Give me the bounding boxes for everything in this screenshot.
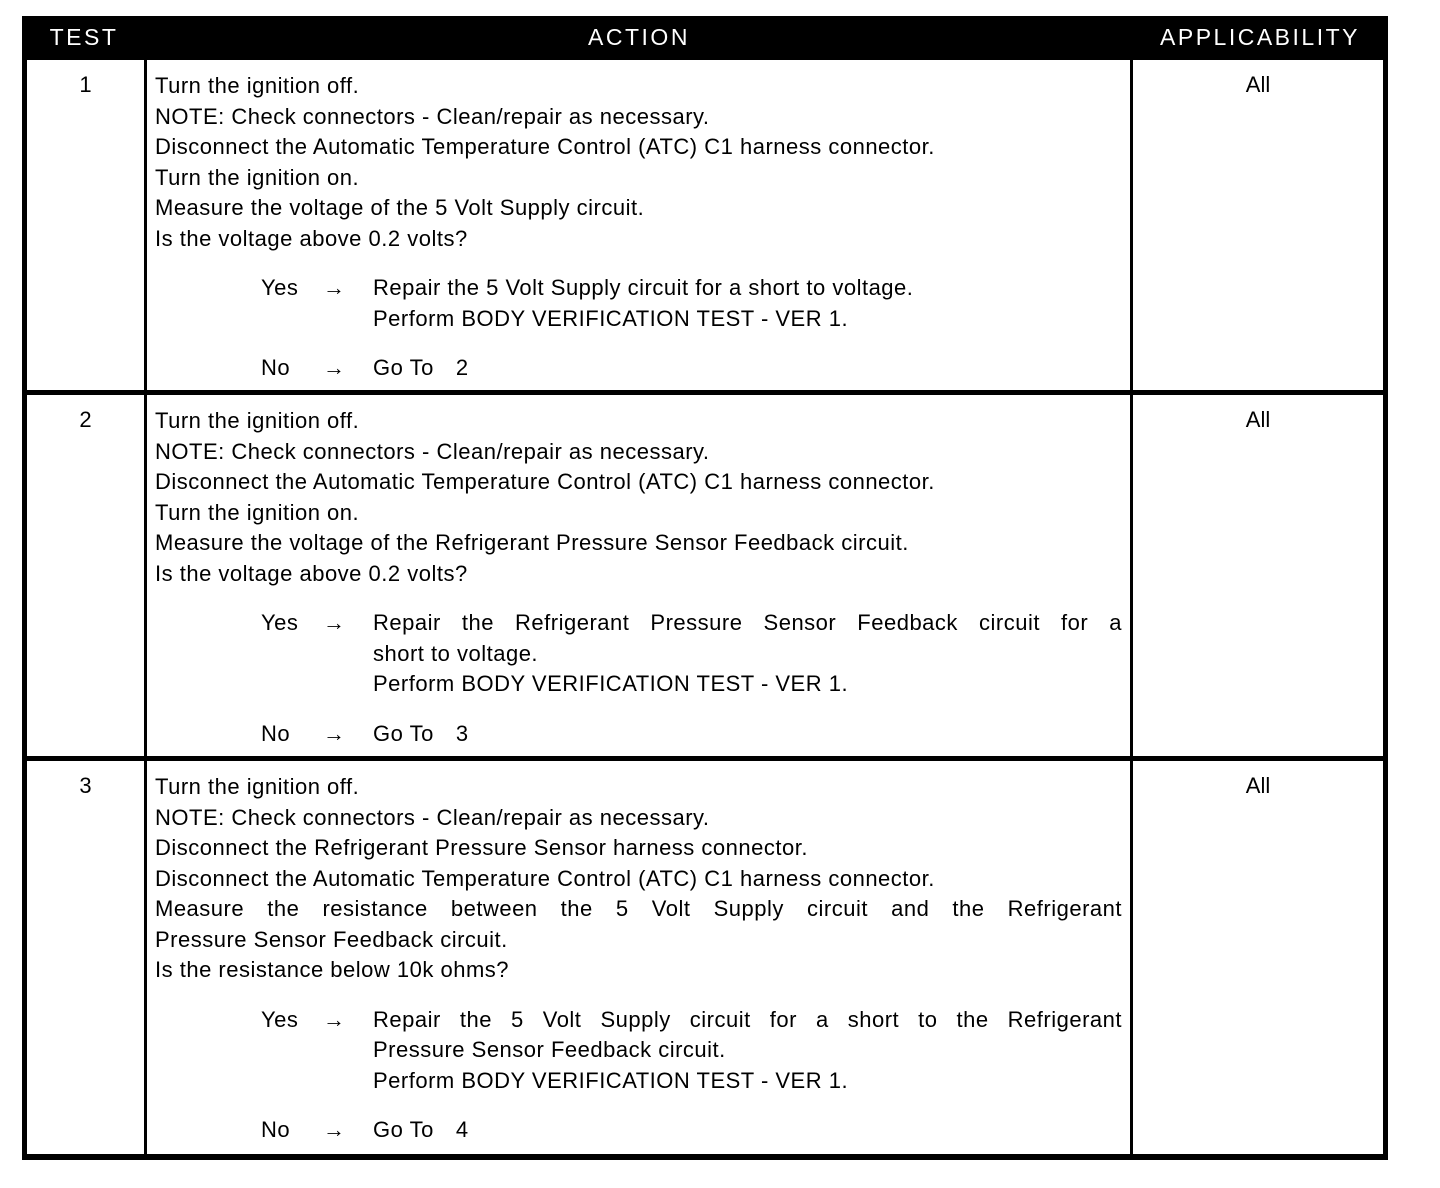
go-to-text: Go To [373, 720, 434, 746]
go-to-test-link[interactable]: 2 [455, 355, 469, 380]
yes-line: Perform BODY VERIFICATION TEST - VER 1. [373, 305, 849, 331]
arrow-icon: → [323, 355, 346, 380]
arrow-icon: → [323, 1006, 346, 1032]
header-test: TEST [49, 24, 119, 50]
no-label: No [261, 1117, 291, 1142]
step: NOTE: Check connectors - Clean/repair as necessary. [155, 804, 710, 830]
step: Is the resistance below 10k ohms? [155, 957, 510, 982]
go-to-text: Go To [373, 355, 434, 380]
test-number-3: 3 [27, 761, 144, 1154]
step: Is the voltage above 0.2 volts? [155, 225, 468, 251]
yes-line: short to voltage. [373, 640, 539, 666]
step: Turn the ignition on. [155, 499, 360, 525]
step: Measure the voltage of the 5 Volt Supply circuit. [155, 195, 645, 220]
applicability-3: All [1133, 761, 1383, 1154]
no-label: No [261, 720, 291, 746]
header-applicability: APPLICABILITY [1160, 24, 1360, 50]
go-to-text: Go To [373, 1117, 434, 1142]
test-action-3 [147, 761, 1130, 1154]
yes-line: Pressure Sensor Feedback circuit. [373, 1037, 726, 1062]
step: Disconnect the Automatic Temperature Control (ATC) C1 harness connector. [155, 469, 935, 494]
arrow-icon: → [323, 720, 346, 746]
go-to-test-link[interactable]: 4 [455, 1117, 469, 1142]
no-result [155, 353, 1122, 384]
yes-line: Repair the Refrigerant Pressure Sensor Feedback circuit for a [373, 610, 1122, 635]
arrow-icon: → [323, 1117, 346, 1142]
step: Turn the ignition off. [155, 774, 360, 799]
no-label: No [261, 355, 291, 380]
step: Is the voltage above 0.2 volts? [155, 560, 468, 586]
header-action: ACTION [588, 24, 690, 50]
no-result [155, 719, 1122, 750]
yes-line: Repair the 5 Volt Supply circuit for a short to voltage. [373, 275, 914, 300]
applicability-1: All [1133, 60, 1383, 390]
table-header [22, 16, 1388, 58]
yes-result [155, 608, 1122, 700]
yes-line: Perform BODY VERIFICATION TEST - VER 1. [373, 1067, 849, 1093]
step: Turn the ignition off. [155, 73, 360, 98]
step: Disconnect the Refrigerant Pressure Sensor harness connector. [155, 835, 808, 860]
step: Pressure Sensor Feedback circuit. [155, 926, 508, 952]
go-to-test-link[interactable]: 3 [455, 720, 469, 746]
step: NOTE: Check connectors - Clean/repair as necessary. [155, 103, 710, 129]
yes-label: Yes [261, 610, 299, 635]
yes-line: Perform BODY VERIFICATION TEST - VER 1. [373, 671, 849, 696]
step: Turn the ignition on. [155, 164, 360, 190]
test-action-2 [147, 395, 1130, 756]
test-action-1 [147, 60, 1130, 390]
step: Turn the ignition off. [155, 408, 360, 433]
yes-result [155, 273, 1122, 334]
applicability-2: All [1133, 395, 1383, 756]
step: Disconnect the Automatic Temperature Control (ATC) C1 harness connector. [155, 134, 935, 159]
step: Disconnect the Automatic Temperature Control (ATC) C1 harness connector. [155, 865, 935, 891]
yes-result [155, 1005, 1122, 1097]
yes-line: Repair the 5 Volt Supply circuit for a short to the Refrigerant [373, 1006, 1122, 1032]
step: Measure the voltage of the Refrigerant Pressure Sensor Feedback circuit. [155, 530, 909, 555]
no-result [155, 1115, 1122, 1146]
step: Measure the resistance between the 5 Volt Supply circuit and the Refrigerant [155, 896, 1122, 921]
yes-label: Yes [261, 275, 299, 300]
arrow-icon: → [323, 610, 346, 635]
test-number-2: 2 [27, 395, 144, 756]
test-number-1: 1 [27, 60, 144, 390]
arrow-icon: → [323, 275, 346, 300]
step: NOTE: Check connectors - Clean/repair as necessary. [155, 438, 710, 464]
yes-label: Yes [261, 1006, 299, 1032]
diagnostic-test-table [22, 16, 1388, 1160]
